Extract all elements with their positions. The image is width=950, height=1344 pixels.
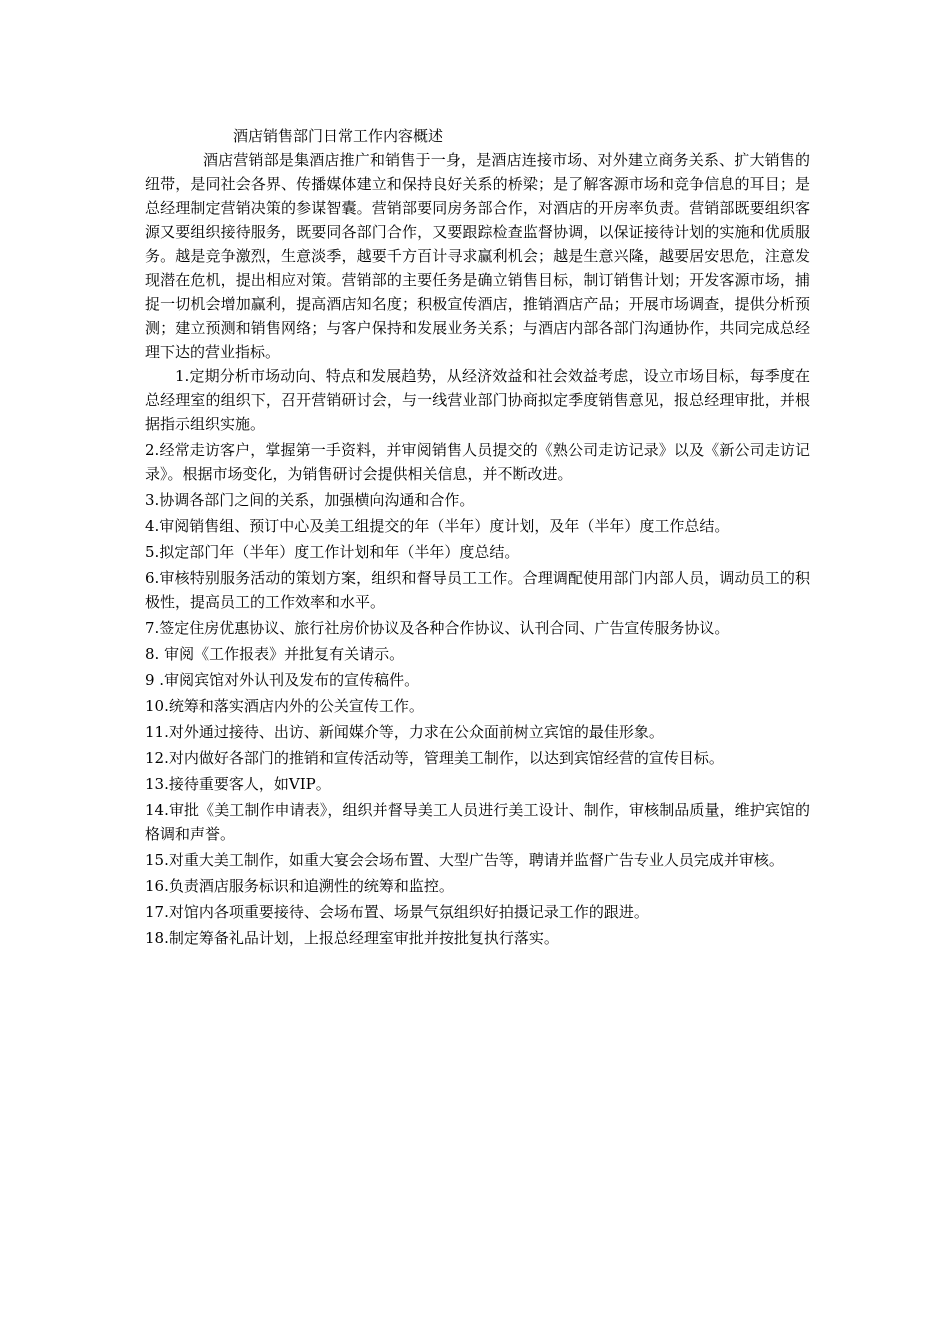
list-item: 3.协调各部门之间的关系，加强横向沟通和合作。 — [145, 491, 475, 509]
intro-paragraph: 酒店营销部是集酒店推广和销售于一身，是酒店连接市场、对外建立商务关系、扩大销售的纽带，是同社会各界、传播媒体建立和保持良好关系的桥梁；是了解客源市场和竞争信息的耳目；是总经理制定营销决策的参谋智囊。营销部要同房务部合作，对酒店的开房率负责。营销部既要组织客源又要组织接待服务，既要同各部门合作，又要跟踪检查监督协调，以保证接待计划的实施和优质服务。越是竞争激烈，生意淡季，越要千方百计寻求赢利机会；越是生意兴隆，越要居安思危，注意发现潜在危机，提出相应对策。营销部的主要任务是确立销售目标，制订销售计划；开发客源市场，捕捉一切机会增加赢利，提高酒店知名度；积极宣传酒店，推销酒店产品；开展市场调查，提供分析预测；建立预测和销售网络；与客户保持和发展业务关系；与酒店内部各部门沟通协作，共同完成总经理下达的营业指标。 — [145, 151, 810, 361]
list-item: 5.拟定部门年（半年）度工作计划和年（半年）度总结。 — [145, 543, 520, 561]
list-item: 8. 审阅《工作报表》并批复有关请示。 — [145, 645, 405, 663]
document-title: 酒店销售部门日常工作内容概述 — [233, 127, 444, 145]
list-item: 14.审批《美工制作申请表》，组织并督导美工人员进行美工设计、制作，审核制品质量，维护宾馆的格调和声誉。 — [145, 801, 810, 843]
list-item: 10.统筹和落实酒店内外的公关宣传工作。 — [145, 697, 424, 715]
list-item: 13.接待重要客人，如VIP。 — [145, 775, 331, 793]
list-item: 15.对重大美工制作，如重大宴会会场布置、大型广告等，聘请并监督广告专业人员完成并审核。 — [145, 851, 784, 869]
list-item: 7.签定住房优惠协议、旅行社房价协议及各种合作协议、认刊合同、广告宣传服务协议。 — [145, 619, 730, 637]
list-item: 16.负责酒店服务标识和追溯性的统筹和监控。 — [145, 877, 454, 895]
document-page — [145, 124, 810, 952]
list-item: 9 .审阅宾馆对外认刊及发布的宣传稿件。 — [145, 671, 420, 689]
list-item: 6.审核特别服务活动的策划方案，组织和督导员工工作。合理调配使用部门内部人员，调动员工的积极性，提高员工的工作效率和水平。 — [145, 569, 810, 611]
list-item: 2.经常走访客户，掌握第一手资料，并审阅销售人员提交的《熟公司走访记录》以及《新公司走访记录》。根据市场变化，为销售研讨会提供相关信息，并不断改进。 — [145, 441, 810, 483]
list-item: 1.定期分析市场动向、特点和发展趋势，从经济效益和社会效益考虑，设立市场目标，每季度在总经理室的组织下，召开营销研讨会，与一线营业部门协商拟定季度销售意见，报总经理审批，并根据指示组织实施。 — [145, 367, 810, 433]
duty-list — [145, 364, 810, 950]
list-item: 12.对内做好各部门的推销和宣传活动等，管理美工制作，以达到宾馆经营的宣传目标。 — [145, 749, 724, 767]
list-item: 18.制定筹备礼品计划，上报总经理室审批并按批复执行落实。 — [145, 929, 559, 947]
list-item: 17.对馆内各项重要接待、会场布置、场景气氛组织好拍摄记录工作的跟进。 — [145, 903, 649, 921]
list-item: 4.审阅销售组、预订中心及美工组提交的年（半年）度计划，及年（半年）度工作总结。 — [145, 517, 730, 535]
list-item: 11.对外通过接待、出访、新闻媒介等，力求在公众面前树立宾馆的最佳形象。 — [145, 723, 664, 741]
